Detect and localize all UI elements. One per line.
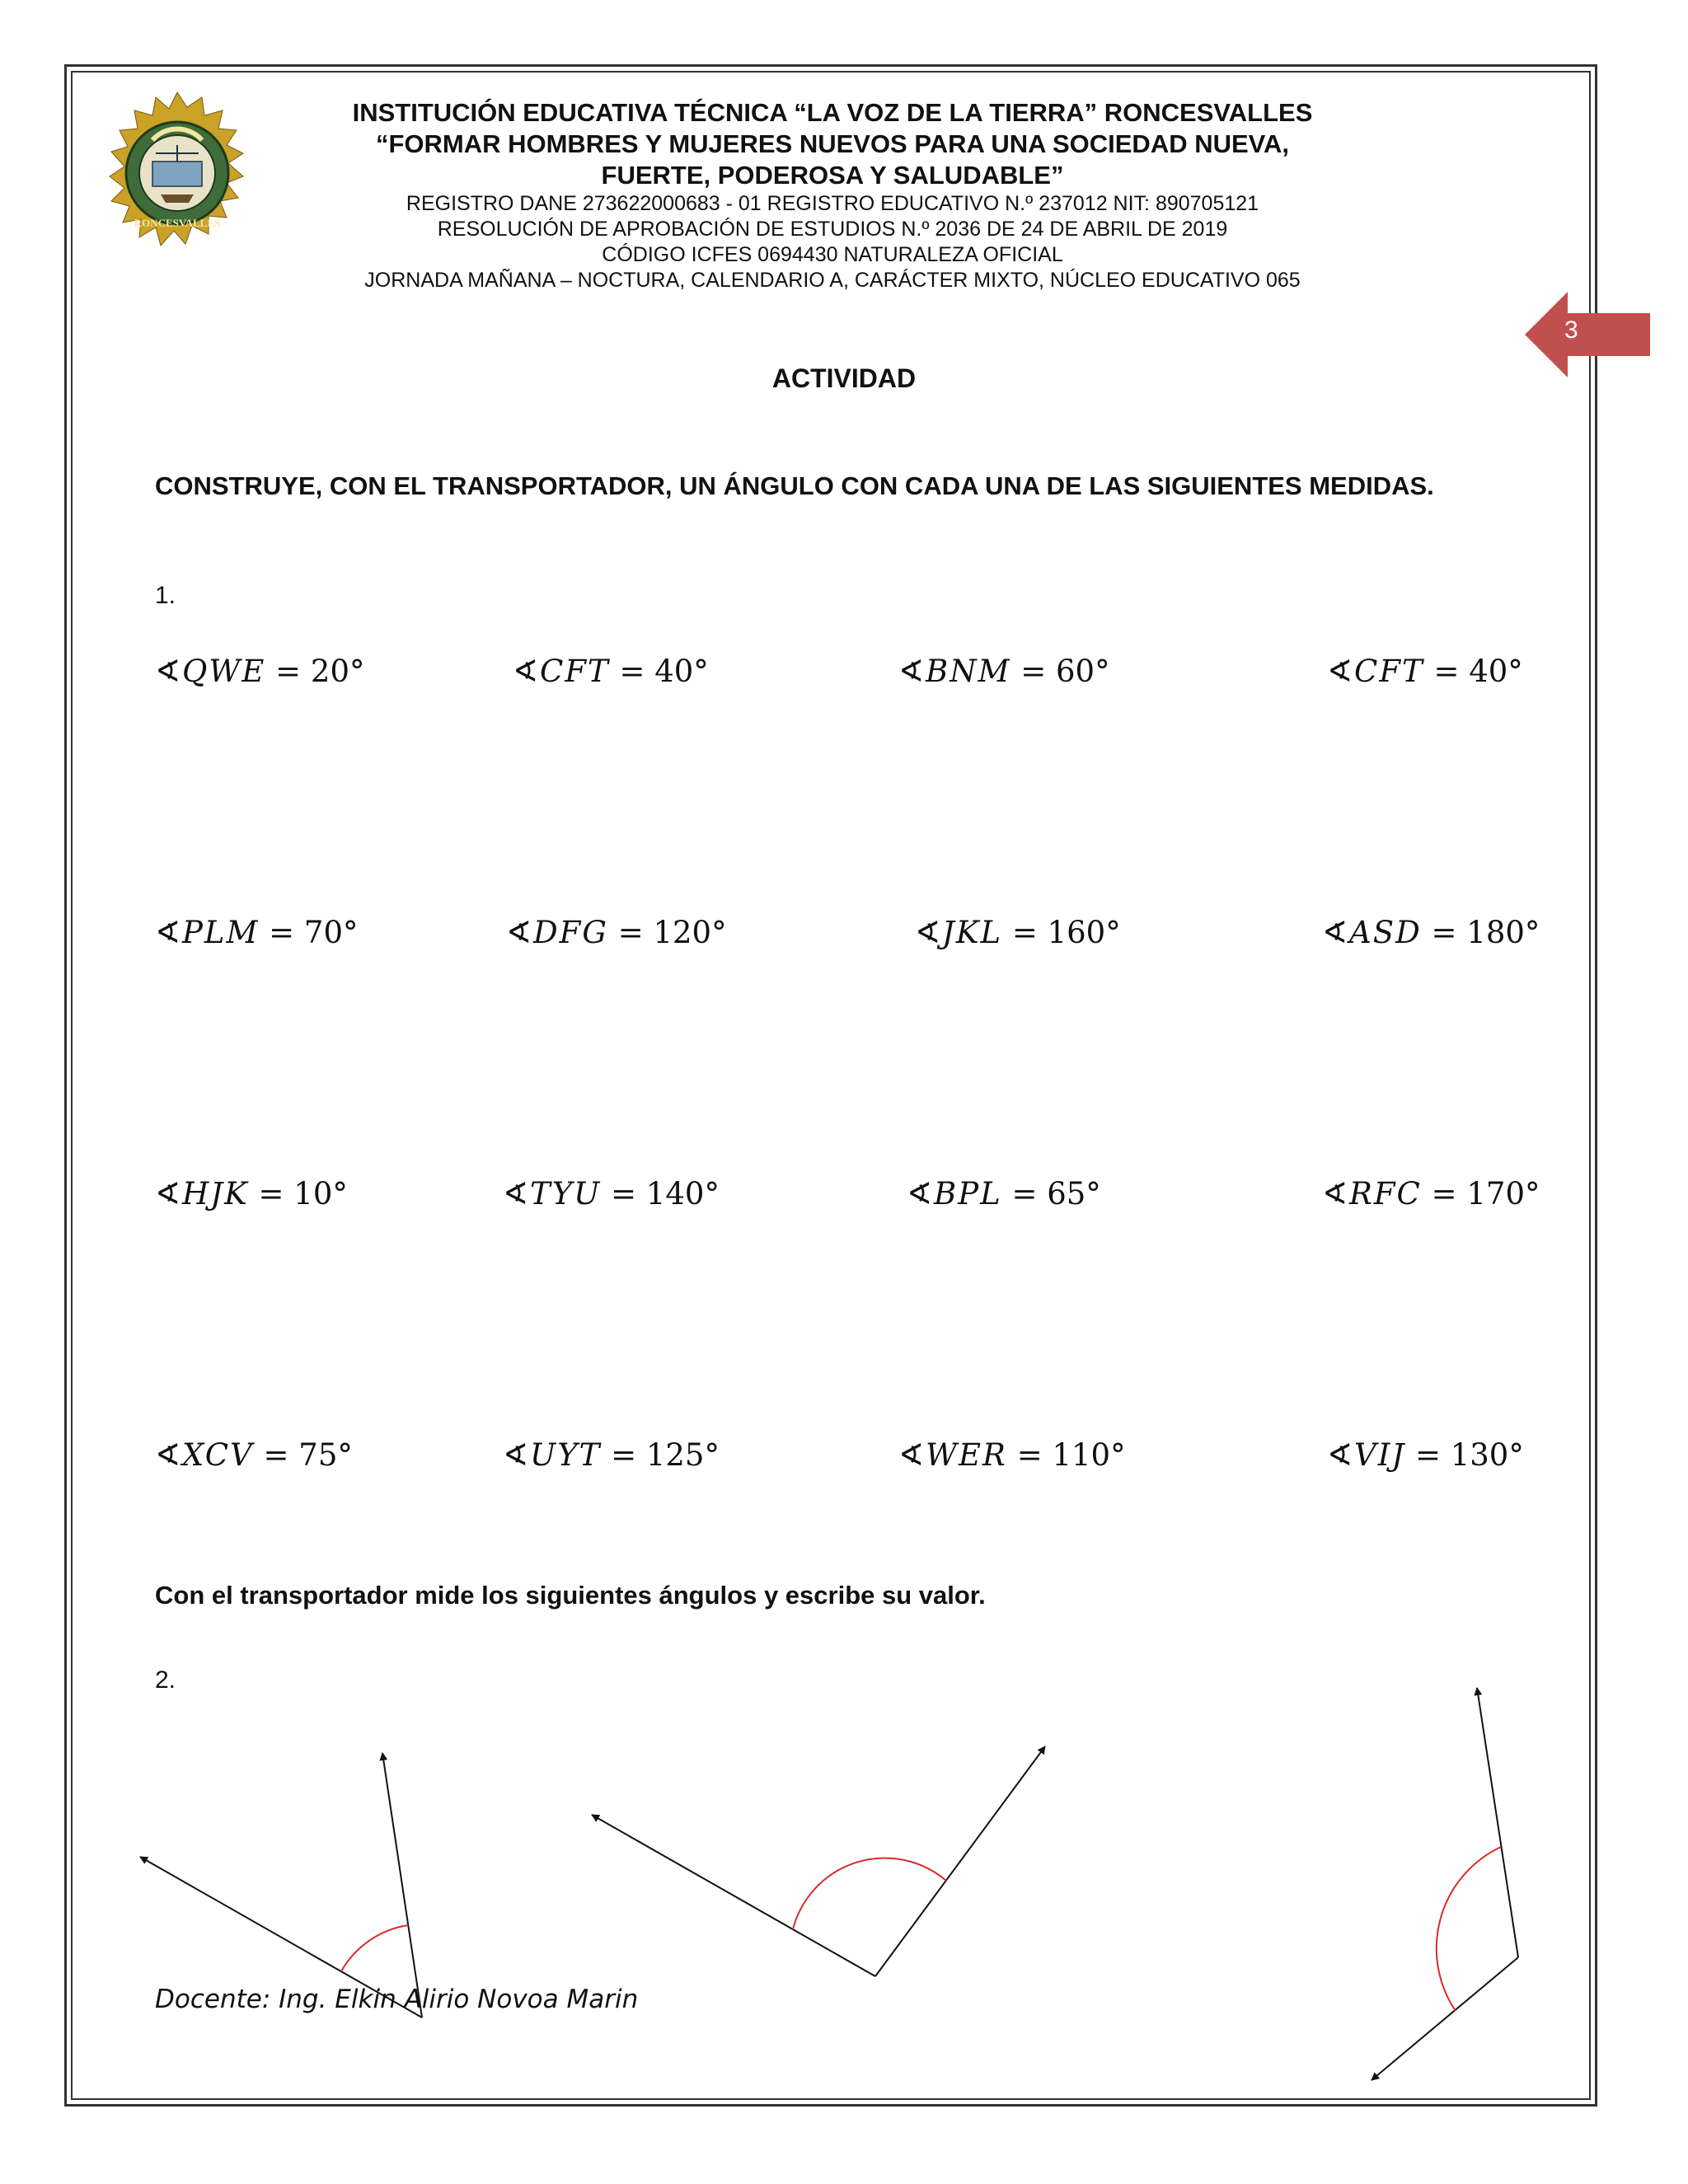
angle-symbol-icon: ∢ xyxy=(155,1437,181,1473)
ray-line xyxy=(875,1746,1045,1976)
angle-vertex: RFC xyxy=(1349,1176,1422,1212)
angle-vertex: DFG xyxy=(533,915,608,950)
angle-symbol-icon: ∢ xyxy=(513,654,539,689)
angle-vertex: ASD xyxy=(1349,915,1422,950)
angle-value: = 20° xyxy=(275,654,365,689)
angle-figure-1 xyxy=(140,1753,422,2018)
angle-vertex: VIJ xyxy=(1354,1437,1406,1473)
section-1-instruction: CONSTRUYE, CON EL TRANSPORTADOR, UN ÁNGULO CON CADA UNA DE LAS SIGUIENTES MEDIDAS. xyxy=(155,471,1434,500)
angle-value: = 180° xyxy=(1431,915,1540,950)
angle-value: = 65° xyxy=(1011,1176,1101,1212)
angle-vertex: XCV xyxy=(182,1437,254,1473)
page-number: 3 xyxy=(1564,316,1578,344)
angle-vertex: HJK xyxy=(182,1176,249,1212)
angle-symbol-icon: ∢ xyxy=(1327,1437,1353,1473)
angle-symbol-icon: ∢ xyxy=(898,1437,925,1473)
angle-symbol-icon: ∢ xyxy=(1327,654,1353,689)
angle-value: = 125° xyxy=(611,1437,720,1473)
angle-arc xyxy=(341,1925,408,1971)
angle-figure-3 xyxy=(1372,1688,1518,2080)
angle-arc xyxy=(793,1858,946,1929)
angle-vertex: BNM xyxy=(926,654,1011,689)
angle-value: = 130° xyxy=(1414,1437,1524,1473)
angle-symbol-icon: ∢ xyxy=(1322,1176,1348,1212)
angle-vertex: PLM xyxy=(182,915,260,950)
activity-title: ACTIVIDAD xyxy=(771,363,917,393)
angle-symbol-icon: ∢ xyxy=(155,654,181,689)
angle-symbol-icon: ∢ xyxy=(898,654,925,689)
angle-vertex: TYU xyxy=(530,1176,602,1212)
angle-vertex: CFT xyxy=(540,654,610,689)
angle-value: = 120° xyxy=(617,915,727,950)
teacher-footer: Docente: Ing. Elkin Alirio Novoa Marin xyxy=(155,1985,639,2014)
angle-symbol-icon: ∢ xyxy=(155,915,181,950)
angle-value: = 140° xyxy=(611,1176,720,1212)
angle-value: = 70° xyxy=(269,915,359,950)
angle-symbol-icon: ∢ xyxy=(907,1176,933,1212)
header-line-5: RESOLUCIÓN DE APROBACIÓN DE ESTUDIOS N.º 2036 DE 24 DE ABRIL DE 2019 xyxy=(437,218,1228,241)
angle-vertex: UYT xyxy=(530,1437,602,1473)
section-2-number: 2. xyxy=(155,1666,176,1694)
angle-arc xyxy=(1437,1847,1501,2011)
header-line-6: CÓDIGO ICFES 0694430 NATURALEZA OFICIAL xyxy=(602,243,1063,266)
section-1-number: 1. xyxy=(155,582,176,609)
angle-figure-2 xyxy=(592,1746,1045,1976)
ray-line xyxy=(1477,1688,1518,1957)
angle-symbol-icon: ∢ xyxy=(506,915,532,950)
angle-value: = 40° xyxy=(619,654,709,689)
angle-vertex: WER xyxy=(926,1437,1007,1473)
header-line-3: FUERTE, PODEROSA Y SALUDABLE” xyxy=(601,161,1064,190)
angle-symbol-icon: ∢ xyxy=(503,1437,529,1473)
header-line-2: “FORMAR HOMBRES Y MUJERES NUEVOS PARA UNA SOCIEDAD NUEVA, xyxy=(375,129,1290,158)
angle-vertex: BPL xyxy=(934,1176,1002,1212)
angle-symbol-icon: ∢ xyxy=(155,1176,181,1212)
section-2-instruction: Con el transportador mide los siguientes ángulos y escribe su valor. xyxy=(155,1581,986,1610)
ray-line xyxy=(1372,1957,1518,2080)
angle-symbol-icon: ∢ xyxy=(1322,915,1348,950)
header-line-1: INSTITUCIÓN EDUCATIVA TÉCNICA “LA VOZ DE LA TIERRA” RONCESVALLES xyxy=(352,98,1313,127)
angle-value: = 75° xyxy=(263,1437,353,1473)
angle-symbol-icon: ∢ xyxy=(915,915,941,950)
angle-vertex: CFT xyxy=(1354,654,1424,689)
angle-value: = 170° xyxy=(1431,1176,1540,1212)
header-line-7: JORNADA MAÑANA – NOCTURA, CALENDARIO A, CARÁCTER MIXTO, NÚCLEO EDUCATIVO 065 xyxy=(364,269,1301,292)
angle-value: = 40° xyxy=(1433,654,1523,689)
angle-value: = 60° xyxy=(1020,654,1110,689)
ray-line xyxy=(592,1815,875,1976)
seal-text: RONCESVALLES xyxy=(134,217,221,229)
ray-line xyxy=(382,1753,422,2018)
angle-value: = 160° xyxy=(1011,915,1121,950)
header-line-4: REGISTRO DANE 273622000683 - 01 REGISTRO EDUCATIVO N.º 237012 NIT: 890705121 xyxy=(406,192,1259,215)
angle-value: = 110° xyxy=(1016,1437,1126,1473)
angle-value: = 10° xyxy=(258,1176,348,1212)
angle-vertex: QWE xyxy=(182,654,266,689)
angle-vertex: JKL xyxy=(942,915,1003,950)
angle-symbol-icon: ∢ xyxy=(503,1176,529,1212)
